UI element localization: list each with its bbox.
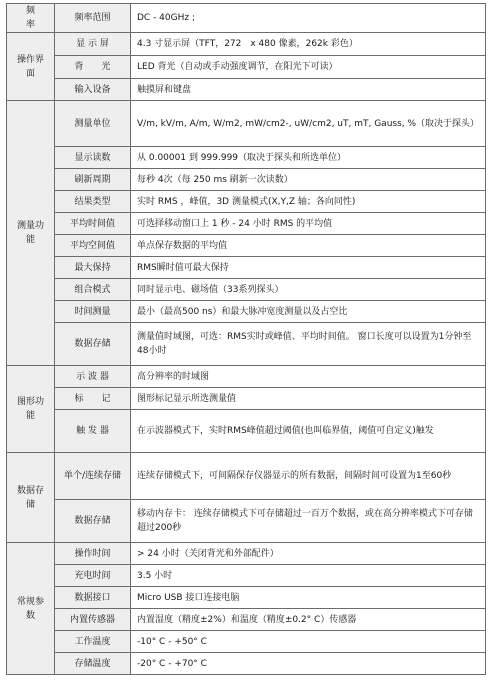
value-cell: 每秒 4次（每 250 ms 刷新一次读数） — [131, 169, 486, 191]
value-cell: 同时显示电、磁场值（33系列探头） — [131, 279, 486, 301]
table-row — [7, 500, 486, 543]
table-row — [7, 323, 486, 366]
table-row — [7, 543, 486, 565]
value-cell: > 24 小时（关闭背光和外部配件） — [131, 543, 486, 565]
item-cell: 组合模式 — [55, 279, 131, 301]
item-cell: 平均时间值 — [55, 213, 131, 235]
table-row — [7, 410, 486, 453]
item-cell: 显 示 屏 — [55, 33, 131, 56]
item-cell: 工作温度 — [55, 631, 131, 653]
value-cell: 测量值时域图，可选：RMS实时或峰值、平均时间值。 窗口长度可以设置为1分钟至48小时 — [131, 323, 486, 366]
item-cell: 最大保持 — [55, 257, 131, 279]
value-cell: 在示波器模式下，实时RMS峰值超过阈值(也叫临界值，阈值可自定义)触发 — [131, 410, 486, 453]
table-row — [7, 366, 486, 388]
item-cell: 充电时间 — [55, 565, 131, 587]
table-row — [7, 279, 486, 301]
value-cell: 触摸屏和键盘 — [131, 79, 486, 101]
value-cell: V/m, kV/m, A/m, W/m2, mW/cm2-, uW/cm2, uT, mT, Gauss, %（取决于探头） — [131, 101, 486, 147]
item-cell: 平均空间值 — [55, 235, 131, 257]
category-cell: 数据存储 — [7, 453, 55, 543]
value-cell: 4.3 寸显示屏（TFT，272 x 480 像素，262k 彩色） — [131, 33, 486, 56]
table-row — [7, 79, 486, 101]
table-row — [7, 653, 486, 675]
value-cell: 移动内存卡： 连续存储模式下可存储超过一百万个数据，或在高分辨率模式下可存储超过200秒 — [131, 500, 486, 543]
value-cell: 从 0.00001 到 999.999（取决于探头和所选单位） — [131, 147, 486, 169]
item-cell: 触 发 器 — [55, 410, 131, 453]
item-cell: 数据存储 — [55, 323, 131, 366]
category-cell: 频 率 — [7, 4, 55, 33]
item-cell: 时间测量 — [55, 301, 131, 323]
item-cell: 频率范围 — [55, 4, 131, 33]
value-cell: 可选择移动窗口上 1 秒 - 24 小时 RMS 的平均值 — [131, 213, 486, 235]
item-cell: 操作时间 — [55, 543, 131, 565]
table-row — [7, 388, 486, 410]
item-cell: 刷新周期 — [55, 169, 131, 191]
table-row — [7, 453, 486, 500]
item-cell: 背 光 — [55, 56, 131, 79]
value-cell: RMS瞬时值可最大保持 — [131, 257, 486, 279]
item-cell: 输入设备 — [55, 79, 131, 101]
value-cell: 单点保存数据的平均值 — [131, 235, 486, 257]
table-row — [7, 213, 486, 235]
item-cell: 内置传感器 — [55, 609, 131, 631]
item-cell: 存储温度 — [55, 653, 131, 675]
item-cell: 显示读数 — [55, 147, 131, 169]
value-cell: 3.5 小时 — [131, 565, 486, 587]
item-cell: 示 波 器 — [55, 366, 131, 388]
category-cell: 图形功能 — [7, 366, 55, 453]
category-cell: 测量功能 — [7, 101, 55, 366]
item-cell: 标 记 — [55, 388, 131, 410]
value-cell: Micro USB 接口连接电脑 — [131, 587, 486, 609]
spec-table — [6, 3, 486, 675]
value-cell: DC - 40GHz ; — [131, 4, 486, 33]
value-cell: 高分辨率的时域图 — [131, 366, 486, 388]
table-row — [7, 565, 486, 587]
table-row — [7, 301, 486, 323]
table-row — [7, 101, 486, 147]
table-row — [7, 169, 486, 191]
value-cell: 最小（最高500 ns）和最大脉冲宽度测量以及占空比 — [131, 301, 486, 323]
table-row — [7, 56, 486, 79]
value-cell: LED 背光（自动或手动强度调节，在阳光下可读） — [131, 56, 486, 79]
table-row — [7, 631, 486, 653]
table-row — [7, 257, 486, 279]
item-cell: 结果类型 — [55, 191, 131, 213]
value-cell: 图形标记显示所选测量值 — [131, 388, 486, 410]
item-cell: 单个/连续存储 — [55, 453, 131, 500]
table-row — [7, 235, 486, 257]
table-row — [7, 4, 486, 33]
table-row — [7, 147, 486, 169]
value-cell: 实时 RMS ，峰值，3D 测量模式(X,Y,Z 轴；各向同性) — [131, 191, 486, 213]
value-cell: -10° C - +50° C — [131, 631, 486, 653]
category-cell: 操作界面 — [7, 33, 55, 101]
table-row — [7, 587, 486, 609]
table-row — [7, 609, 486, 631]
category-cell: 常规参数 — [7, 543, 55, 675]
item-cell: 数据存储 — [55, 500, 131, 543]
table-row — [7, 191, 486, 213]
value-cell: 内置湿度（精度±2%）和温度（精度±0.2° C）传感器 — [131, 609, 486, 631]
item-cell: 测量单位 — [55, 101, 131, 147]
spec-sheet — [6, 3, 486, 675]
value-cell: 连续存储模式下，可间隔保存仪器显示的所有数据，间隔时间可设置为1至60秒 — [131, 453, 486, 500]
item-cell: 数据接口 — [55, 587, 131, 609]
value-cell: -20° C - +70° C — [131, 653, 486, 675]
table-row — [7, 33, 486, 56]
